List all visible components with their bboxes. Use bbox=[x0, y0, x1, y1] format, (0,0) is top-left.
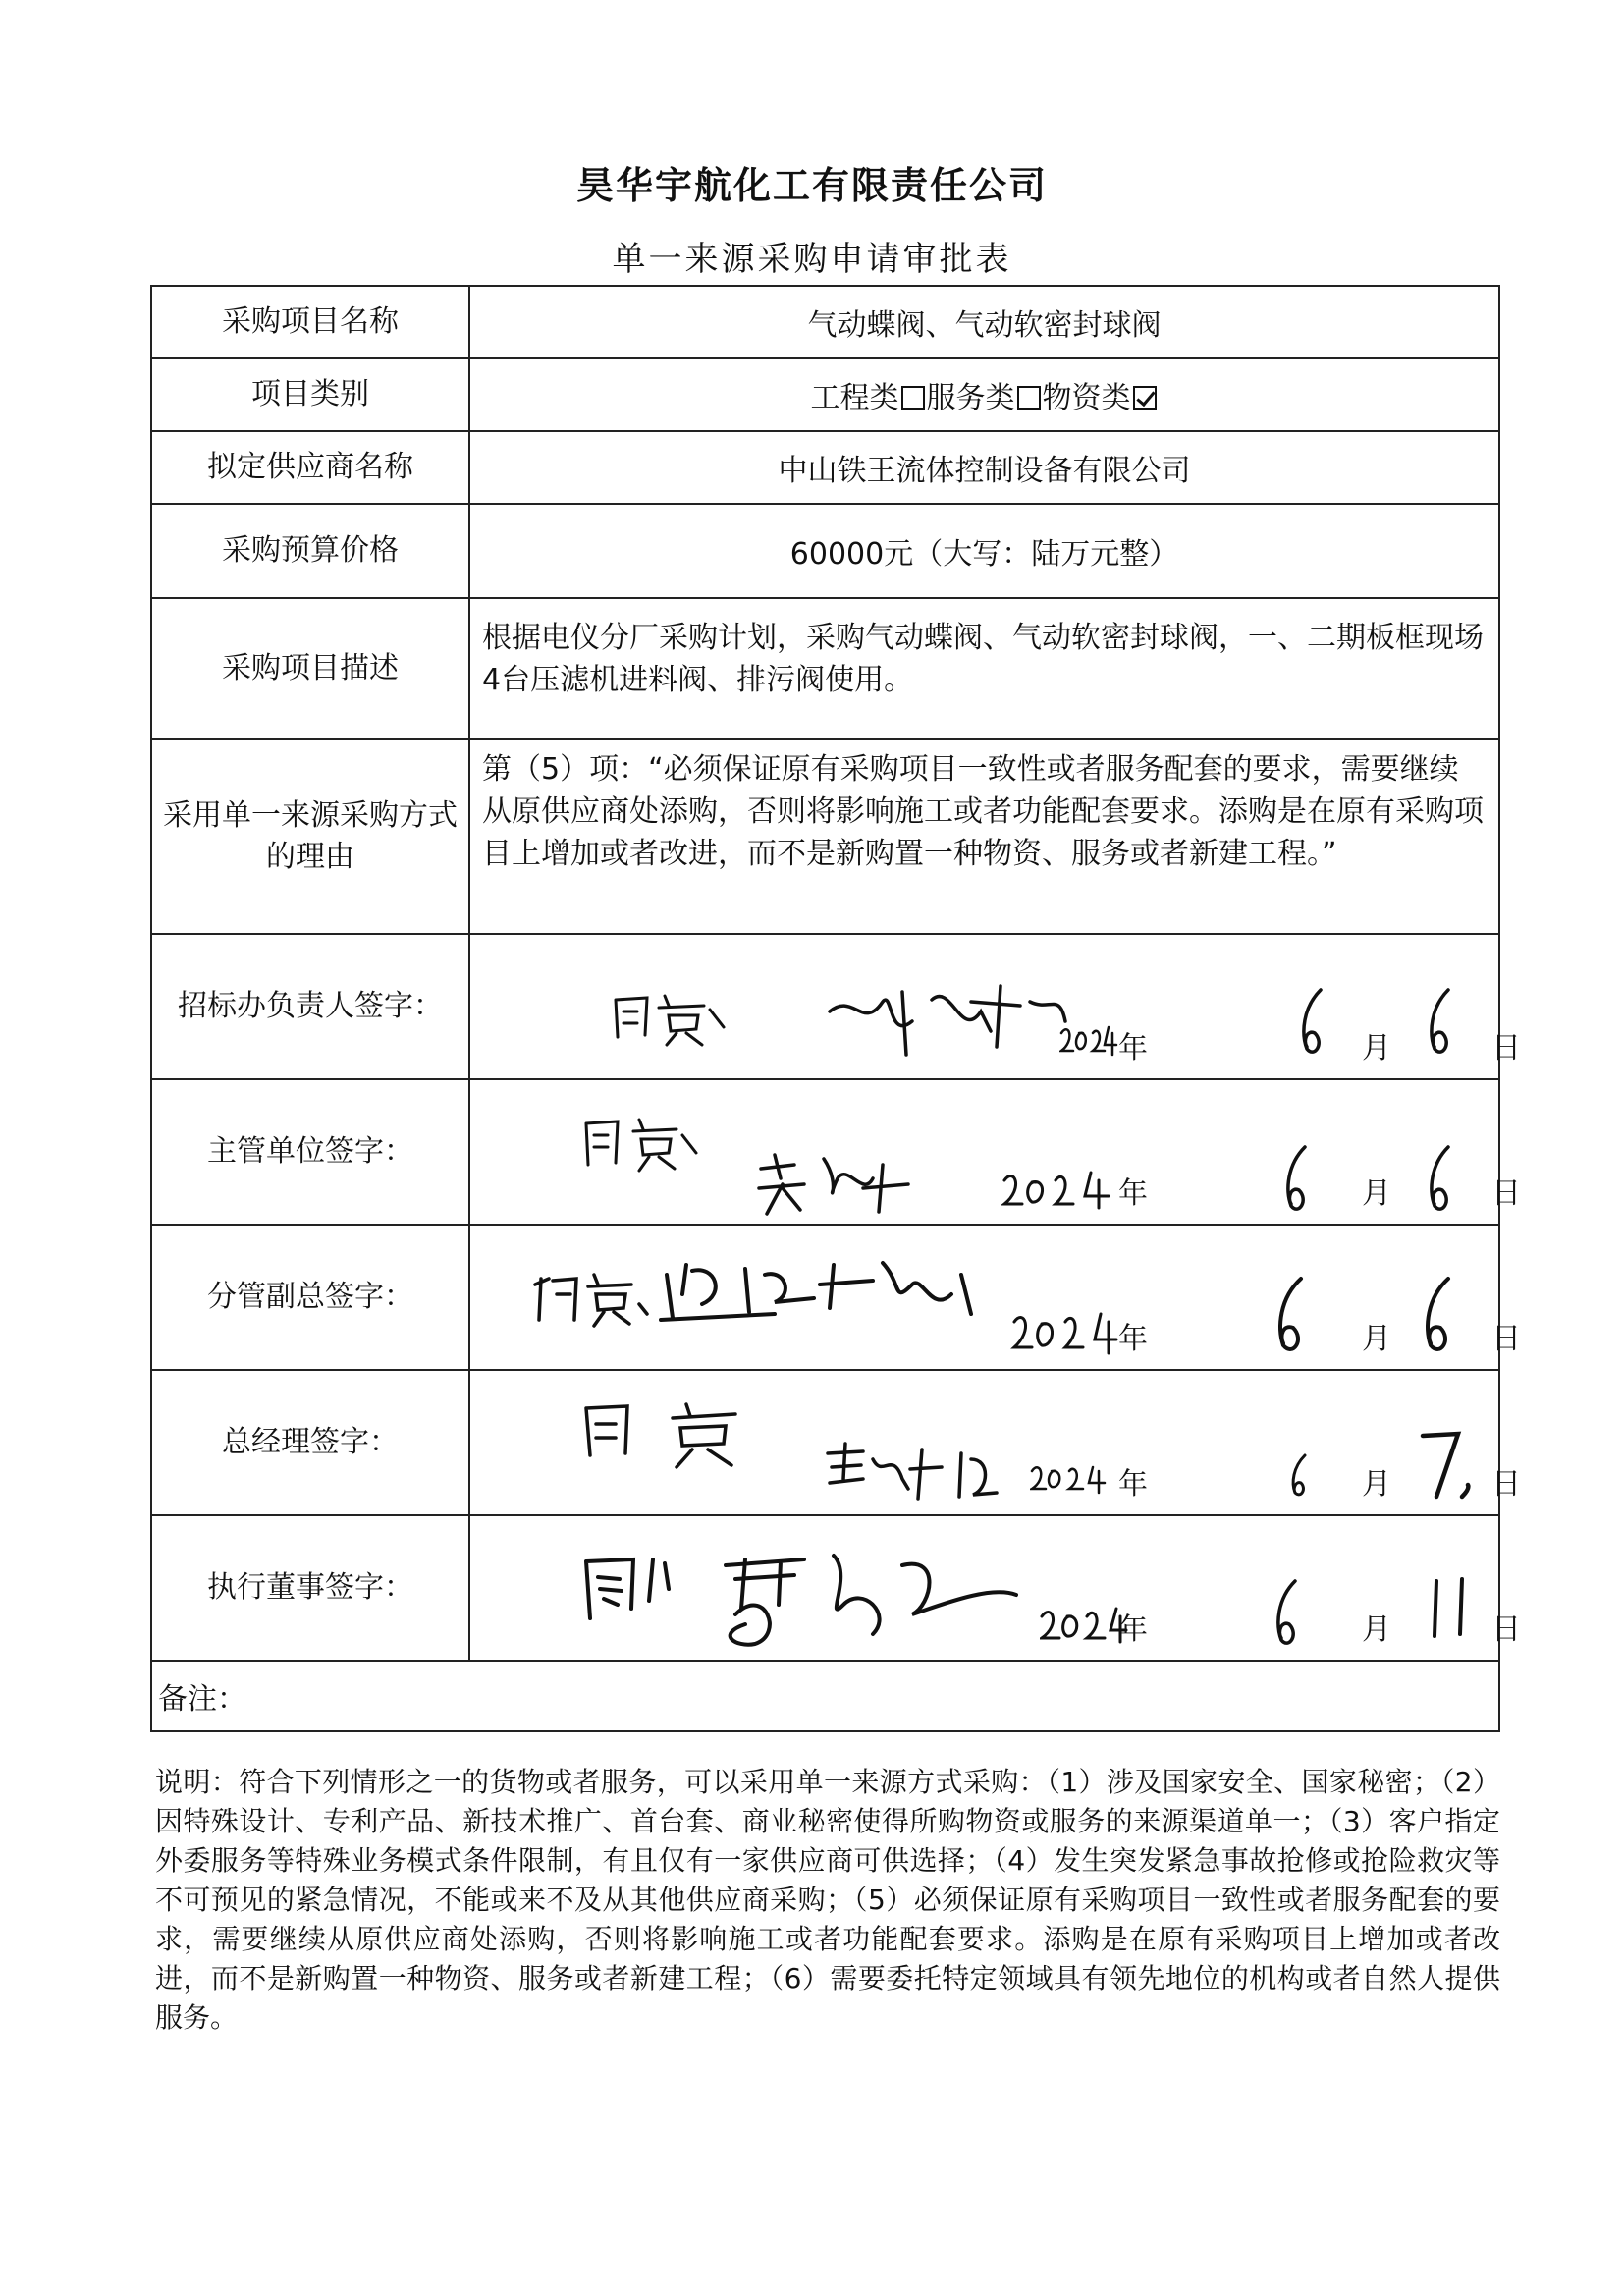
signature-cell[interactable] bbox=[469, 1370, 1521, 1515]
row-remarks bbox=[151, 1661, 1499, 1731]
project-name-label: 采购项目名称 bbox=[151, 286, 469, 358]
day-handwriting bbox=[1423, 1573, 1482, 1650]
year-handwriting bbox=[1010, 1306, 1118, 1363]
day-unit: 日 bbox=[1491, 1322, 1521, 1356]
signature-cell[interactable] bbox=[469, 1225, 1521, 1370]
month-handwriting bbox=[1275, 1141, 1319, 1228]
signature-label: 总经理签字： bbox=[151, 1370, 469, 1515]
row-signature-vice-gm bbox=[151, 1225, 1499, 1370]
day-handwriting bbox=[1419, 1141, 1462, 1228]
signer-signature bbox=[824, 972, 1069, 1068]
category-label: 项目类别 bbox=[151, 358, 469, 431]
reason-label: 采用单一来源采购方式的理由 bbox=[151, 739, 469, 934]
month-unit: 月 bbox=[1362, 1467, 1391, 1502]
signature-cell[interactable] bbox=[469, 1079, 1521, 1225]
month-unit: 月 bbox=[1362, 1322, 1391, 1356]
month-unit: 月 bbox=[1362, 1176, 1391, 1211]
row-description bbox=[151, 598, 1499, 739]
month-handwriting bbox=[1285, 1451, 1315, 1508]
year-handwriting bbox=[1001, 1167, 1118, 1218]
year-handwriting bbox=[1059, 1021, 1118, 1065]
signature-label: 分管副总签字： bbox=[151, 1225, 469, 1370]
supplier-label: 拟定供应商名称 bbox=[151, 431, 469, 504]
opinion-handwriting bbox=[608, 980, 735, 1057]
description-value: 根据电仪分厂采购计划，采购气动蝶阀、气动软密封球阀，一、二期板框现场4台压滤机进料阀、排污阀使用。 bbox=[469, 598, 1499, 739]
day-unit: 日 bbox=[1491, 1176, 1521, 1211]
day-handwriting bbox=[1413, 1273, 1462, 1369]
signer-signature bbox=[824, 1440, 1001, 1516]
year-unit: 年 bbox=[1118, 1031, 1148, 1066]
opinion-handwriting bbox=[578, 1550, 686, 1636]
supplier-value: 中山铁王流体控制设备有限公司 bbox=[469, 431, 1499, 504]
signer-signature bbox=[657, 1255, 981, 1341]
year-unit: 年 bbox=[1118, 1467, 1148, 1502]
company-title: 昊华宇航化工有限责任公司 bbox=[575, 164, 1048, 207]
reason-value: 第（5）项：“必须保证原有采购项目一致性或者服务配套的要求，需要继续从原供应商处添购，否则将影响施工或者功能配套要求。添购是在原有采购项目上增加或者改进，而不是新购置一种物资、服务或者新建工程。” bbox=[469, 739, 1499, 934]
row-supplier bbox=[151, 431, 1499, 504]
opinion-handwriting bbox=[578, 1110, 706, 1186]
category-material-checkbox[interactable] bbox=[1133, 386, 1157, 410]
form-title: 单一来源采购申请审批表 bbox=[612, 240, 1012, 279]
row-signature-supervising-unit bbox=[151, 1079, 1499, 1225]
year-handwriting bbox=[1040, 1603, 1128, 1652]
signer-signature bbox=[755, 1149, 912, 1226]
year-handwriting bbox=[1030, 1459, 1109, 1503]
month-unit: 月 bbox=[1362, 1031, 1391, 1066]
category-service-checkbox[interactable] bbox=[1017, 386, 1041, 410]
year-unit: 年 bbox=[1118, 1613, 1148, 1647]
row-reason bbox=[151, 739, 1499, 934]
day-unit: 日 bbox=[1491, 1031, 1521, 1066]
budget-value: 60000元（大写：陆万元整） bbox=[469, 504, 1499, 598]
description-label: 采购项目描述 bbox=[151, 598, 469, 739]
signature-cell[interactable] bbox=[469, 1515, 1521, 1661]
category-option-material: 物资类 bbox=[1042, 381, 1131, 415]
category-option-service: 服务类 bbox=[926, 381, 1015, 415]
day-unit: 日 bbox=[1491, 1613, 1521, 1647]
remarks-cell[interactable] bbox=[151, 1661, 1499, 1731]
remarks-label: 备注： bbox=[158, 1682, 246, 1717]
category-option-engineering: 工程类 bbox=[810, 381, 899, 415]
signature-label: 招标办负责人签字： bbox=[151, 934, 469, 1079]
project-name-value: 气动蝶阀、气动软密封球阀 bbox=[469, 286, 1499, 358]
row-signature-executive-director bbox=[151, 1515, 1499, 1661]
signature-label: 执行董事签字： bbox=[151, 1515, 469, 1661]
row-category bbox=[151, 358, 1499, 431]
approval-form-table bbox=[150, 285, 1521, 1732]
row-signature-bidding-office bbox=[151, 934, 1499, 1079]
year-unit: 年 bbox=[1118, 1176, 1148, 1211]
day-handwriting bbox=[1419, 1426, 1478, 1512]
budget-label: 采购预算价格 bbox=[151, 504, 469, 598]
explanatory-note: 说明：符合下列情形之一的货物或者服务，可以采用单一来源方式采购：（1）涉及国家安全、国家秘密；（2）因特殊设计、专利产品、新技术推广、首台套、商业秘密使得所购物资或服务的来源渠道单一；（3）客户指定外委服务等特殊业务模式条件限制，有且仅有一家供应商可供选择；（4）发生突发紧急事故抢修或抢险救灾等不可预见的紧急情况，不能或来不及从其他供应商采购；（5）必须保证原有采购项目一致性或者服务配套的要求，需要继续从原供应商处添购，否则将影响施工或者功能配套要求。添购是在原有采购项目上增加或者改进，而不是新购置一种物资、服务或者新建工程；（6）需要委托特定领域具有领先地位的机构或者自然人提供服务。 bbox=[155, 1766, 1500, 2034]
opinion-handwriting bbox=[578, 1394, 775, 1481]
category-engineering-checkbox[interactable] bbox=[901, 386, 925, 410]
month-handwriting bbox=[1266, 1273, 1315, 1369]
month-handwriting bbox=[1293, 984, 1332, 1070]
day-handwriting bbox=[1421, 984, 1460, 1070]
year-unit: 年 bbox=[1118, 1322, 1148, 1356]
month-unit: 月 bbox=[1362, 1613, 1391, 1647]
row-project-name bbox=[151, 286, 1499, 358]
opinion-handwriting bbox=[529, 1265, 657, 1341]
signature-cell[interactable] bbox=[469, 934, 1521, 1079]
row-signature-gm bbox=[151, 1370, 1499, 1515]
month-handwriting bbox=[1266, 1575, 1309, 1662]
signature-label: 主管单位签字： bbox=[151, 1079, 469, 1225]
row-budget bbox=[151, 504, 1499, 598]
category-value bbox=[469, 358, 1499, 431]
signer-signature bbox=[696, 1546, 1020, 1662]
day-unit: 日 bbox=[1491, 1467, 1521, 1502]
